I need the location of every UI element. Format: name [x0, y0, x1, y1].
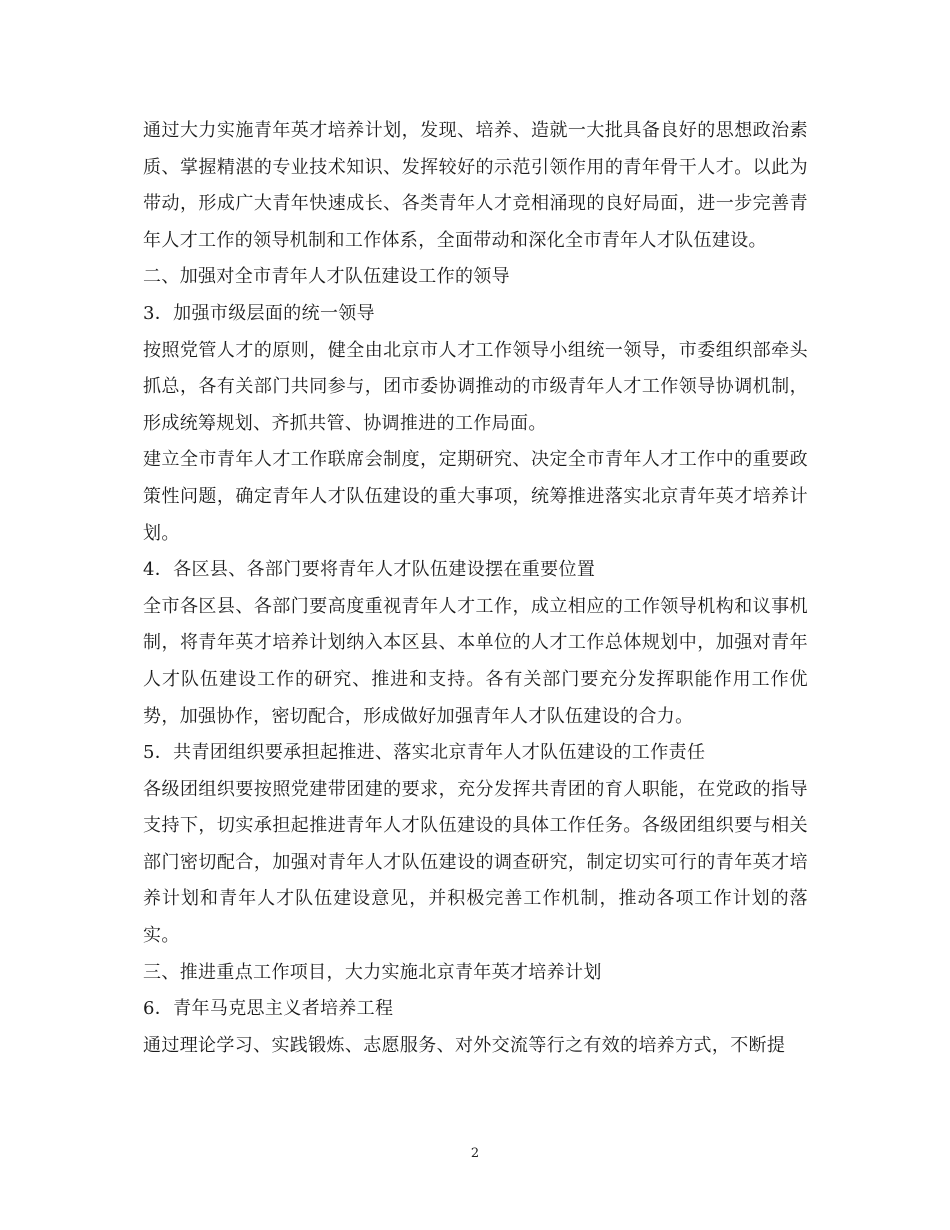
- paragraph-leadership-mechanism: 按照党管人才的原则，健全由北京市人才工作领导小组统一领导，市委组织部牵头抓总，各有关部门共同参与，团市委协调推动的市级青年人才工作领导协调机制，形成统筹规划、齐抓共管、协调推进的工作局面。: [143, 339, 808, 434]
- subheading-5: 5．共青团组织要承担起推进、落实北京青年人才队伍建设的工作责任: [143, 742, 706, 764]
- section-heading-2: 二、加强对全市青年人才队伍建设工作的领导: [143, 266, 510, 288]
- subheading-3: 3．加强市级层面的统一领导: [143, 302, 376, 324]
- paragraph-youth-league: 各级团组织要按照党建带团建的要求，充分发挥共青团的育人职能，在党政的指导支持下，切实承担起推进青年人才队伍建设的具体工作任务。各级团组织要与相关部门密切配合，加强对青年人才队伍建设的调查研究，制定切实可行的青年英才培养计划和青年人才队伍建设意见，并积极完善工作机制，推动各项工作计划的落实。: [143, 778, 808, 947]
- subheading-4: 4．各区县、各部门要将青年人才队伍建设摆在重要位置: [143, 559, 596, 581]
- section-heading-3: 三、推进重点工作项目，大力实施北京青年英才培养计划: [143, 961, 602, 983]
- page-number: 2: [470, 1146, 480, 1161]
- paragraph-marxist-training: 通过理论学习、实践锻炼、志愿服务、对外交流等行之有效的培养方式，不断提: [143, 1034, 786, 1056]
- paragraph-intro: 通过大力实施青年英才培养计划，发现、培养、造就一大批具备良好的思想政治素质、掌握精湛的专业技术知识、发挥较好的示范引领作用的青年骨干人才。以此为带动，形成广大青年快速成长、各类青年人才竞相涌现的良好局面，进一步完善青年人才工作的领导机制和工作体系，全面带动和深化全市青年人才队伍建设。: [143, 120, 808, 251]
- paragraph-districts-departments: 全市各区县、各部门要高度重视青年人才工作，成立相应的工作领导机构和议事机制，将青年英才培养计划纳入本区县、本单位的人才工作总体规划中，加强对青年人才队伍建设工作的研究、推进和支持。各有关部门要充分发挥职能作用工作优势，加强协作，密切配合，形成做好加强青年人才队伍建设的合力。: [143, 595, 808, 727]
- paragraph-joint-meeting: 建立全市青年人才工作联席会制度，定期研究、决定全市青年人才工作中的重要政策性问题，确定青年人才队伍建设的重大事项，统筹推进落实北京青年英才培养计划。: [143, 449, 808, 544]
- subheading-6: 6．青年马克思主义者培养工程: [143, 998, 394, 1020]
- document-body: [143, 113, 808, 1064]
